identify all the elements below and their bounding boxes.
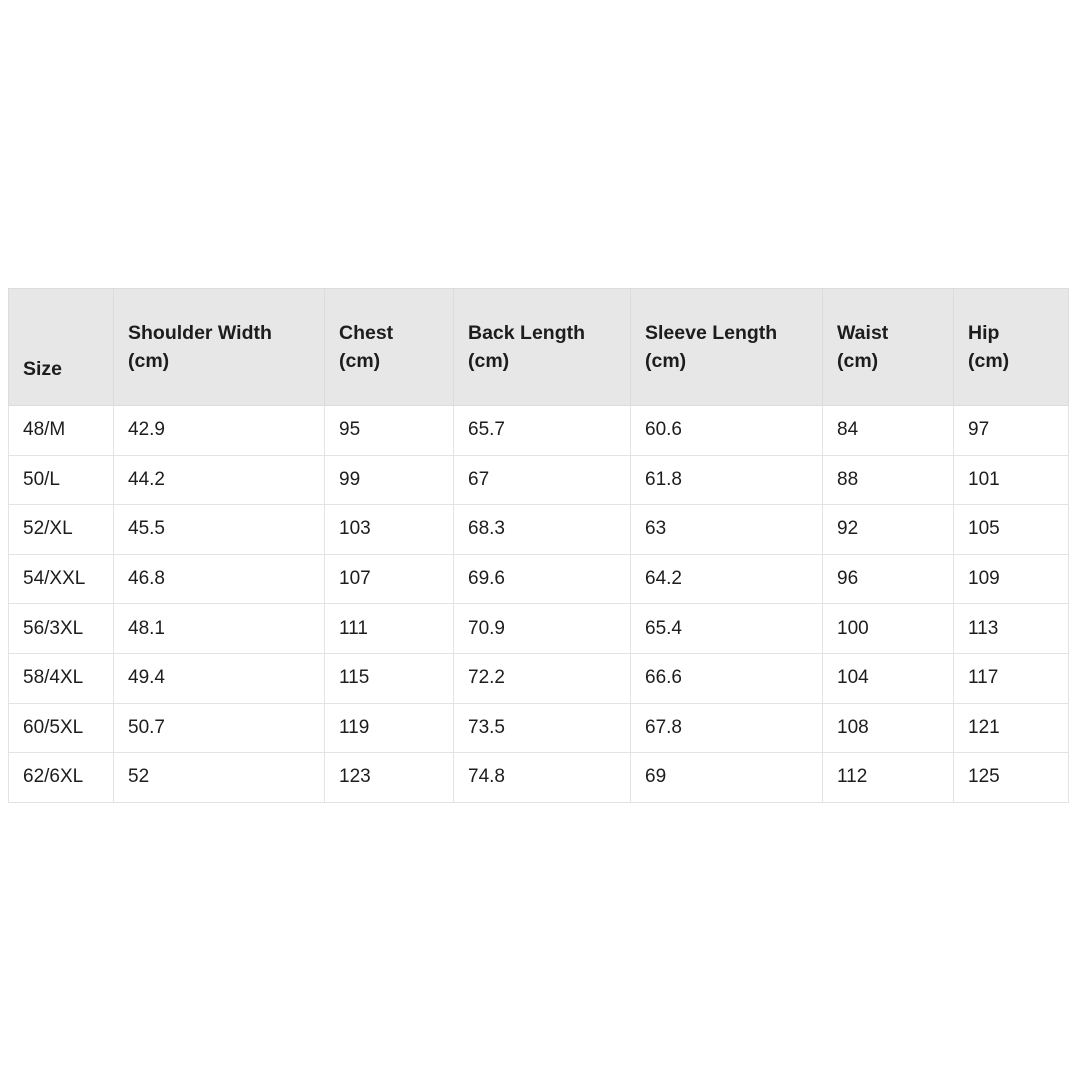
column-header-label: Size: [23, 357, 63, 380]
cell-back-length: 72.2: [454, 653, 631, 703]
cell-shoulder-width: 46.8: [114, 554, 325, 604]
cell-shoulder-width: 49.4: [114, 653, 325, 703]
table-row: [9, 653, 1069, 703]
cell-sleeve-length: 63: [631, 505, 823, 555]
cell-size: 54/XXL: [9, 554, 114, 604]
cell-waist: 92: [823, 505, 954, 555]
cell-size: 60/5XL: [9, 703, 114, 753]
cell-back-length: 73.5: [454, 703, 631, 753]
column-header-back-length: [454, 289, 631, 406]
table-row: [9, 406, 1069, 456]
size-chart-container: [8, 288, 1068, 803]
cell-chest: 107: [325, 554, 454, 604]
cell-size: 48/M: [9, 406, 114, 456]
cell-chest: 119: [325, 703, 454, 753]
table-header-row: [9, 289, 1069, 406]
cell-chest: 111: [325, 604, 454, 654]
cell-hip: 117: [954, 653, 1069, 703]
cell-size: 50/L: [9, 455, 114, 505]
table-body: [9, 406, 1069, 803]
cell-shoulder-width: 48.1: [114, 604, 325, 654]
cell-sleeve-length: 66.6: [631, 653, 823, 703]
column-header-unit: (cm): [968, 350, 1010, 372]
cell-chest: 99: [325, 455, 454, 505]
column-header-hip: [954, 289, 1069, 406]
cell-sleeve-length: 69: [631, 753, 823, 803]
column-header-label: Shoulder Width: [128, 321, 272, 344]
cell-shoulder-width: 52: [114, 753, 325, 803]
cell-shoulder-width: 44.2: [114, 455, 325, 505]
column-header-label: Chest: [339, 321, 394, 344]
column-header-label: Back Length: [468, 321, 586, 344]
table-row: [9, 554, 1069, 604]
column-header-label: Sleeve Length: [645, 321, 778, 344]
cell-size: 58/4XL: [9, 653, 114, 703]
cell-hip: 121: [954, 703, 1069, 753]
column-header-unit: (cm): [645, 350, 687, 372]
column-header-size: [9, 289, 114, 406]
cell-sleeve-length: 60.6: [631, 406, 823, 456]
cell-back-length: 68.3: [454, 505, 631, 555]
cell-waist: 88: [823, 455, 954, 505]
cell-shoulder-width: 50.7: [114, 703, 325, 753]
column-header-unit: (cm): [468, 350, 510, 372]
cell-hip: 113: [954, 604, 1069, 654]
column-header-sleeve-length: [631, 289, 823, 406]
cell-sleeve-length: 64.2: [631, 554, 823, 604]
cell-shoulder-width: 42.9: [114, 406, 325, 456]
cell-back-length: 65.7: [454, 406, 631, 456]
column-header-unit: (cm): [837, 350, 879, 372]
cell-hip: 101: [954, 455, 1069, 505]
cell-chest: 123: [325, 753, 454, 803]
cell-sleeve-length: 61.8: [631, 455, 823, 505]
size-chart-table: [8, 288, 1069, 803]
cell-waist: 112: [823, 753, 954, 803]
column-header-chest: [325, 289, 454, 406]
column-header-label: Hip: [968, 321, 1000, 344]
column-header-unit: (cm): [128, 350, 170, 372]
table-row: [9, 753, 1069, 803]
cell-waist: 96: [823, 554, 954, 604]
cell-chest: 95: [325, 406, 454, 456]
cell-waist: 100: [823, 604, 954, 654]
table-row: [9, 703, 1069, 753]
column-header-shoulder-width: [114, 289, 325, 406]
cell-hip: 109: [954, 554, 1069, 604]
cell-back-length: 69.6: [454, 554, 631, 604]
cell-chest: 115: [325, 653, 454, 703]
cell-back-length: 70.9: [454, 604, 631, 654]
cell-chest: 103: [325, 505, 454, 555]
column-header-waist: [823, 289, 954, 406]
cell-waist: 108: [823, 703, 954, 753]
table-row: [9, 604, 1069, 654]
cell-sleeve-length: 67.8: [631, 703, 823, 753]
cell-hip: 105: [954, 505, 1069, 555]
table-row: [9, 505, 1069, 555]
cell-hip: 97: [954, 406, 1069, 456]
cell-waist: 104: [823, 653, 954, 703]
cell-size: 56/3XL: [9, 604, 114, 654]
table-row: [9, 455, 1069, 505]
cell-back-length: 67: [454, 455, 631, 505]
cell-hip: 125: [954, 753, 1069, 803]
table-header: [9, 289, 1069, 406]
cell-size: 62/6XL: [9, 753, 114, 803]
column-header-label: Waist: [837, 321, 889, 344]
cell-back-length: 74.8: [454, 753, 631, 803]
column-header-unit: (cm): [339, 350, 381, 372]
cell-waist: 84: [823, 406, 954, 456]
cell-sleeve-length: 65.4: [631, 604, 823, 654]
cell-size: 52/XL: [9, 505, 114, 555]
cell-shoulder-width: 45.5: [114, 505, 325, 555]
